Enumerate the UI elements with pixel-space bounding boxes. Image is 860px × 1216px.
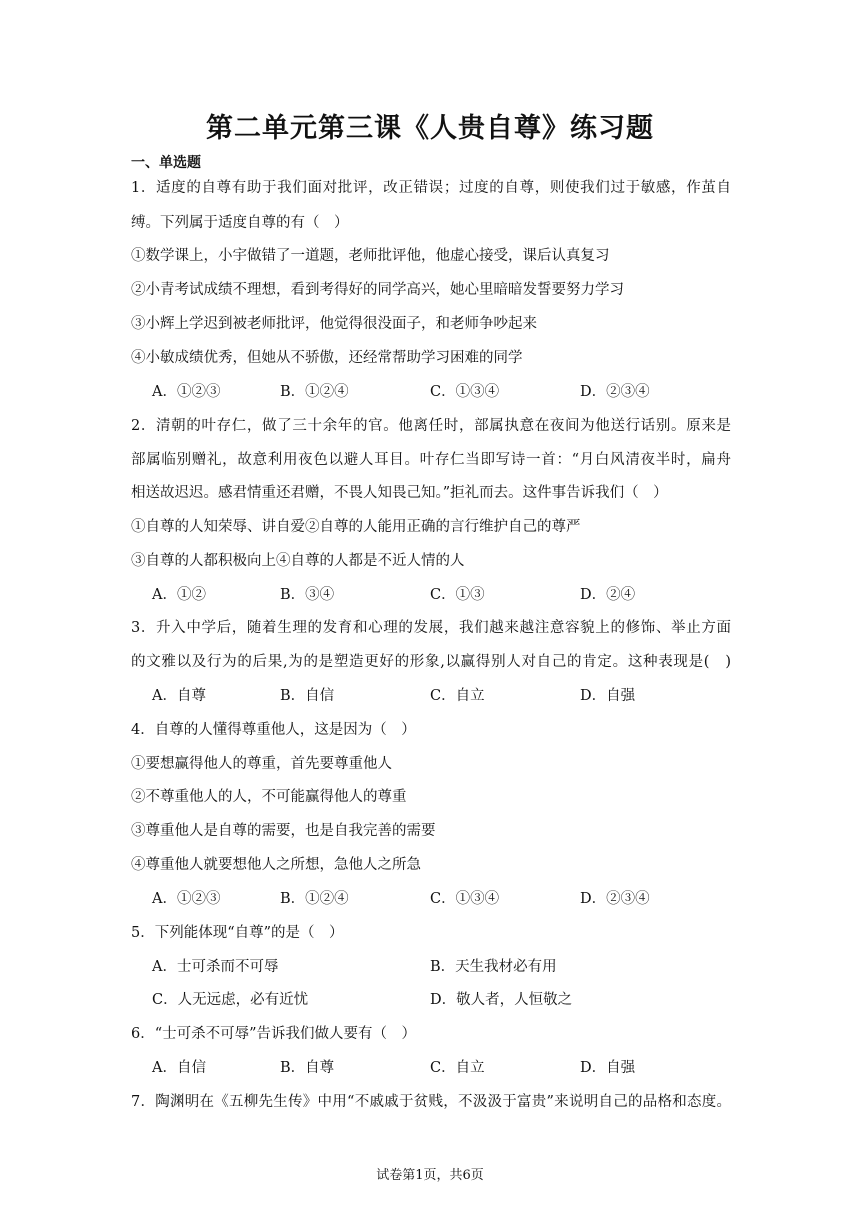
q3-option-b: B．自信 bbox=[280, 688, 335, 704]
q6-option-c: C．自立 bbox=[430, 1060, 485, 1076]
q5-option-c: C．人无远虑，必有近忧 bbox=[152, 992, 309, 1008]
q1-option-b: B．①②④ bbox=[280, 384, 349, 400]
q4-option-d: D．②③④ bbox=[580, 891, 650, 907]
q6-stem-line-1: 6．“士可杀不可辱”告诉我们做人要有（ ） bbox=[131, 1026, 417, 1042]
q2-stem-line-3: 相送故迟迟。感君情重还君赠，不畏人知畏己知。”拒礼而去。这件事告诉我们（ ） bbox=[131, 485, 668, 501]
q4-option-b: B．①②④ bbox=[280, 891, 349, 907]
q1-option-d: D．②③④ bbox=[580, 384, 650, 400]
section-heading: 一、单选题 bbox=[131, 155, 201, 171]
q3-stem-line-1: 3．升入中学后，随着生理的发育和心理的发展，我们越来越注意容貌上的修饰、举止方面 bbox=[131, 620, 731, 636]
q1-stem-line-1: 1．适度的自尊有助于我们面对批评，改正错误；过度的自尊，则使我们过于敏感，作茧自 bbox=[131, 180, 731, 196]
q2-option-d: D．②④ bbox=[580, 587, 636, 603]
q5-option-d: D．敬人者，人恒敬之 bbox=[430, 992, 573, 1008]
q5-option-b: B．天生我材必有用 bbox=[430, 959, 557, 975]
q2-option-c: C．①③ bbox=[430, 587, 485, 603]
q1-statement-1: ①数学课上，小宇做错了一道题，老师批评他，他虚心接受，课后认真复习 bbox=[131, 248, 610, 264]
q1-statement-4: ④小敏成绩优秀，但她从不骄傲，还经常帮助学习困难的同学 bbox=[131, 350, 523, 366]
page-title: 第二单元第三课《人贵自尊》练习题 bbox=[206, 113, 654, 144]
q1-option-a: A．①②③ bbox=[152, 384, 221, 400]
q4-statement-4: ④尊重他人就要想他人之所想，急他人之所急 bbox=[131, 857, 421, 873]
q2-stem-line-2: 部属临别赠礼，故意利用夜色以避人耳目。叶存仁当即写诗一首：“月白风清夜半时，扁舟 bbox=[131, 452, 731, 468]
q6-option-b: B．自尊 bbox=[280, 1060, 335, 1076]
q4-option-c: C．①③④ bbox=[430, 891, 500, 907]
q7-stem-line-1: 7．陶渊明在《五柳先生传》中用“不戚戚于贫贱，不汲汲于富贵”来说明自己的品格和态度。 bbox=[131, 1094, 731, 1110]
page-footer: 试卷第1页，共6页 bbox=[376, 1168, 484, 1183]
q1-option-c: C．①③④ bbox=[430, 384, 500, 400]
q6-option-a: A．自信 bbox=[152, 1060, 206, 1076]
q5-option-a: A．士可杀而不可辱 bbox=[152, 959, 279, 975]
q5-stem-line-1: 5．下列能体现“自尊”的是（ ） bbox=[131, 925, 344, 941]
q3-option-a: A．自尊 bbox=[152, 688, 206, 704]
q1-statement-3: ③小辉上学迟到被老师批评，他觉得很没面子，和老师争吵起来 bbox=[131, 316, 537, 332]
q4-option-a: A．①②③ bbox=[152, 891, 221, 907]
q1-statement-2: ②小青考试成绩不理想，看到考得好的同学高兴，她心里暗暗发誓要努力学习 bbox=[131, 282, 624, 298]
q1-stem-line-2: 缚。下列属于适度自尊的有（ ） bbox=[131, 215, 349, 231]
q2-statement-2: ③自尊的人都积极向上④自尊的人都是不近人情的人 bbox=[131, 553, 465, 569]
q3-option-d: D．自强 bbox=[580, 688, 636, 704]
q4-statement-2: ②不尊重他人的人，不可能赢得他人的尊重 bbox=[131, 789, 407, 805]
q4-stem-line-1: 4．自尊的人懂得尊重他人，这是因为（ ） bbox=[131, 722, 416, 738]
q2-option-b: B．③④ bbox=[280, 587, 335, 603]
q4-statement-3: ③尊重他人是自尊的需要，也是自我完善的需要 bbox=[131, 823, 436, 839]
q4-statement-1: ①要想赢得他人的尊重，首先要尊重他人 bbox=[131, 756, 392, 772]
q2-stem-line-1: 2．清朝的叶存仁，做了三十余年的官。他离任时，部属执意在夜间为他送行话别。原来是 bbox=[131, 418, 731, 434]
q3-option-c: C．自立 bbox=[430, 688, 485, 704]
q6-option-d: D．自强 bbox=[580, 1060, 636, 1076]
q2-statement-1: ①自尊的人知荣辱、讲自爱②自尊的人能用正确的言行维护自己的尊严 bbox=[131, 519, 581, 535]
q2-option-a: A．①② bbox=[152, 587, 206, 603]
q3-stem-line-2: 的文雅以及行为的后果,为的是塑造更好的形象,以赢得别人对自己的肯定。这种表现是( ) bbox=[131, 654, 731, 670]
